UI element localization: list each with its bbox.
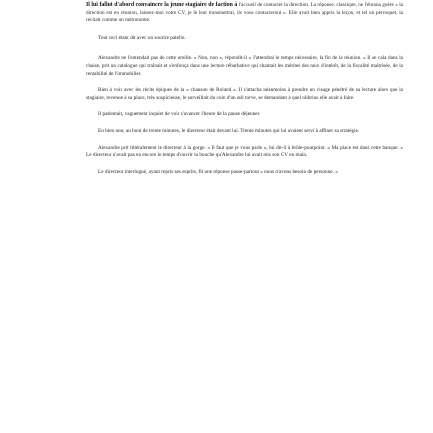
paragraph: Rien à voir avec les récits épiques de la « chanson de Roland ». Il s'attacha néanmoins à prendre un visage pénétré de sa lecture alors que la stagiaire, revenue à sa place, très suspicieuse, le surveillait du coin d'un œil torve, se demandant à quel olibrius elle avait à faire. — [86, 87, 403, 101]
paragraph: Alexandre prit littéralement le directeur à la gorge. « Il faut que je vous parle », lui dit-il à brûle-pourpoint. « Ma place est dans cette banque. » Le directeur n'avait pas eu encore le temps d'ouvrir la bouche qu'Alexandre lui avait mis son CV en main. — [86, 144, 403, 159]
opening-line: Il lui fallut d'abord convaincre la jeune stagiaire de faction à — [86, 2, 238, 8]
paragraph: En bien non, au bout de trente minutes, le directeur était devant lui. Trente minutes qui lui avaient servi à affiner sa stratégie. — [98, 127, 360, 134]
paragraph: Alexandre ne l'entendait pas de cette oreille. « Non, non », répondit-il « J'attendrai le temps nécessaire, la fin de la réunion. » Il se cala dans la chaise, prit un catalogue qui traînait et s'enfonça dans une lecture rébarbative qui chantait les mérites des taux d'intérêt, de la fiscalité maîtrisée, de la rentabilité de l'immobilier. — [86, 55, 403, 77]
page-top-edge — [86, 0, 403, 2]
paragraph: Il patientait, vaguement inquiet de voir s'avancer l'heure de la pause déjeuner. — [98, 111, 261, 118]
paragraph: Tout ceci étant dit avec un sourire patelin. — [98, 34, 186, 41]
paragraph-opening — [86, 2, 403, 25]
paragraph: Le directeur interlogué, ayant repris ses esprits, fit une réponse passe-partout « nous n'avons besoin de personne. » — [98, 168, 338, 175]
paragraph-text: l'accueil de contacter la direction. La réponse, classique, ne l'étonna guère « la direction est en réunion, laissez-moi votre CV, je le leur transmettrai, ils vous contacteront ». Elle avait bien appris la leçon, et tel un perroquet, la récitait comme un métronome. — [86, 2, 403, 24]
